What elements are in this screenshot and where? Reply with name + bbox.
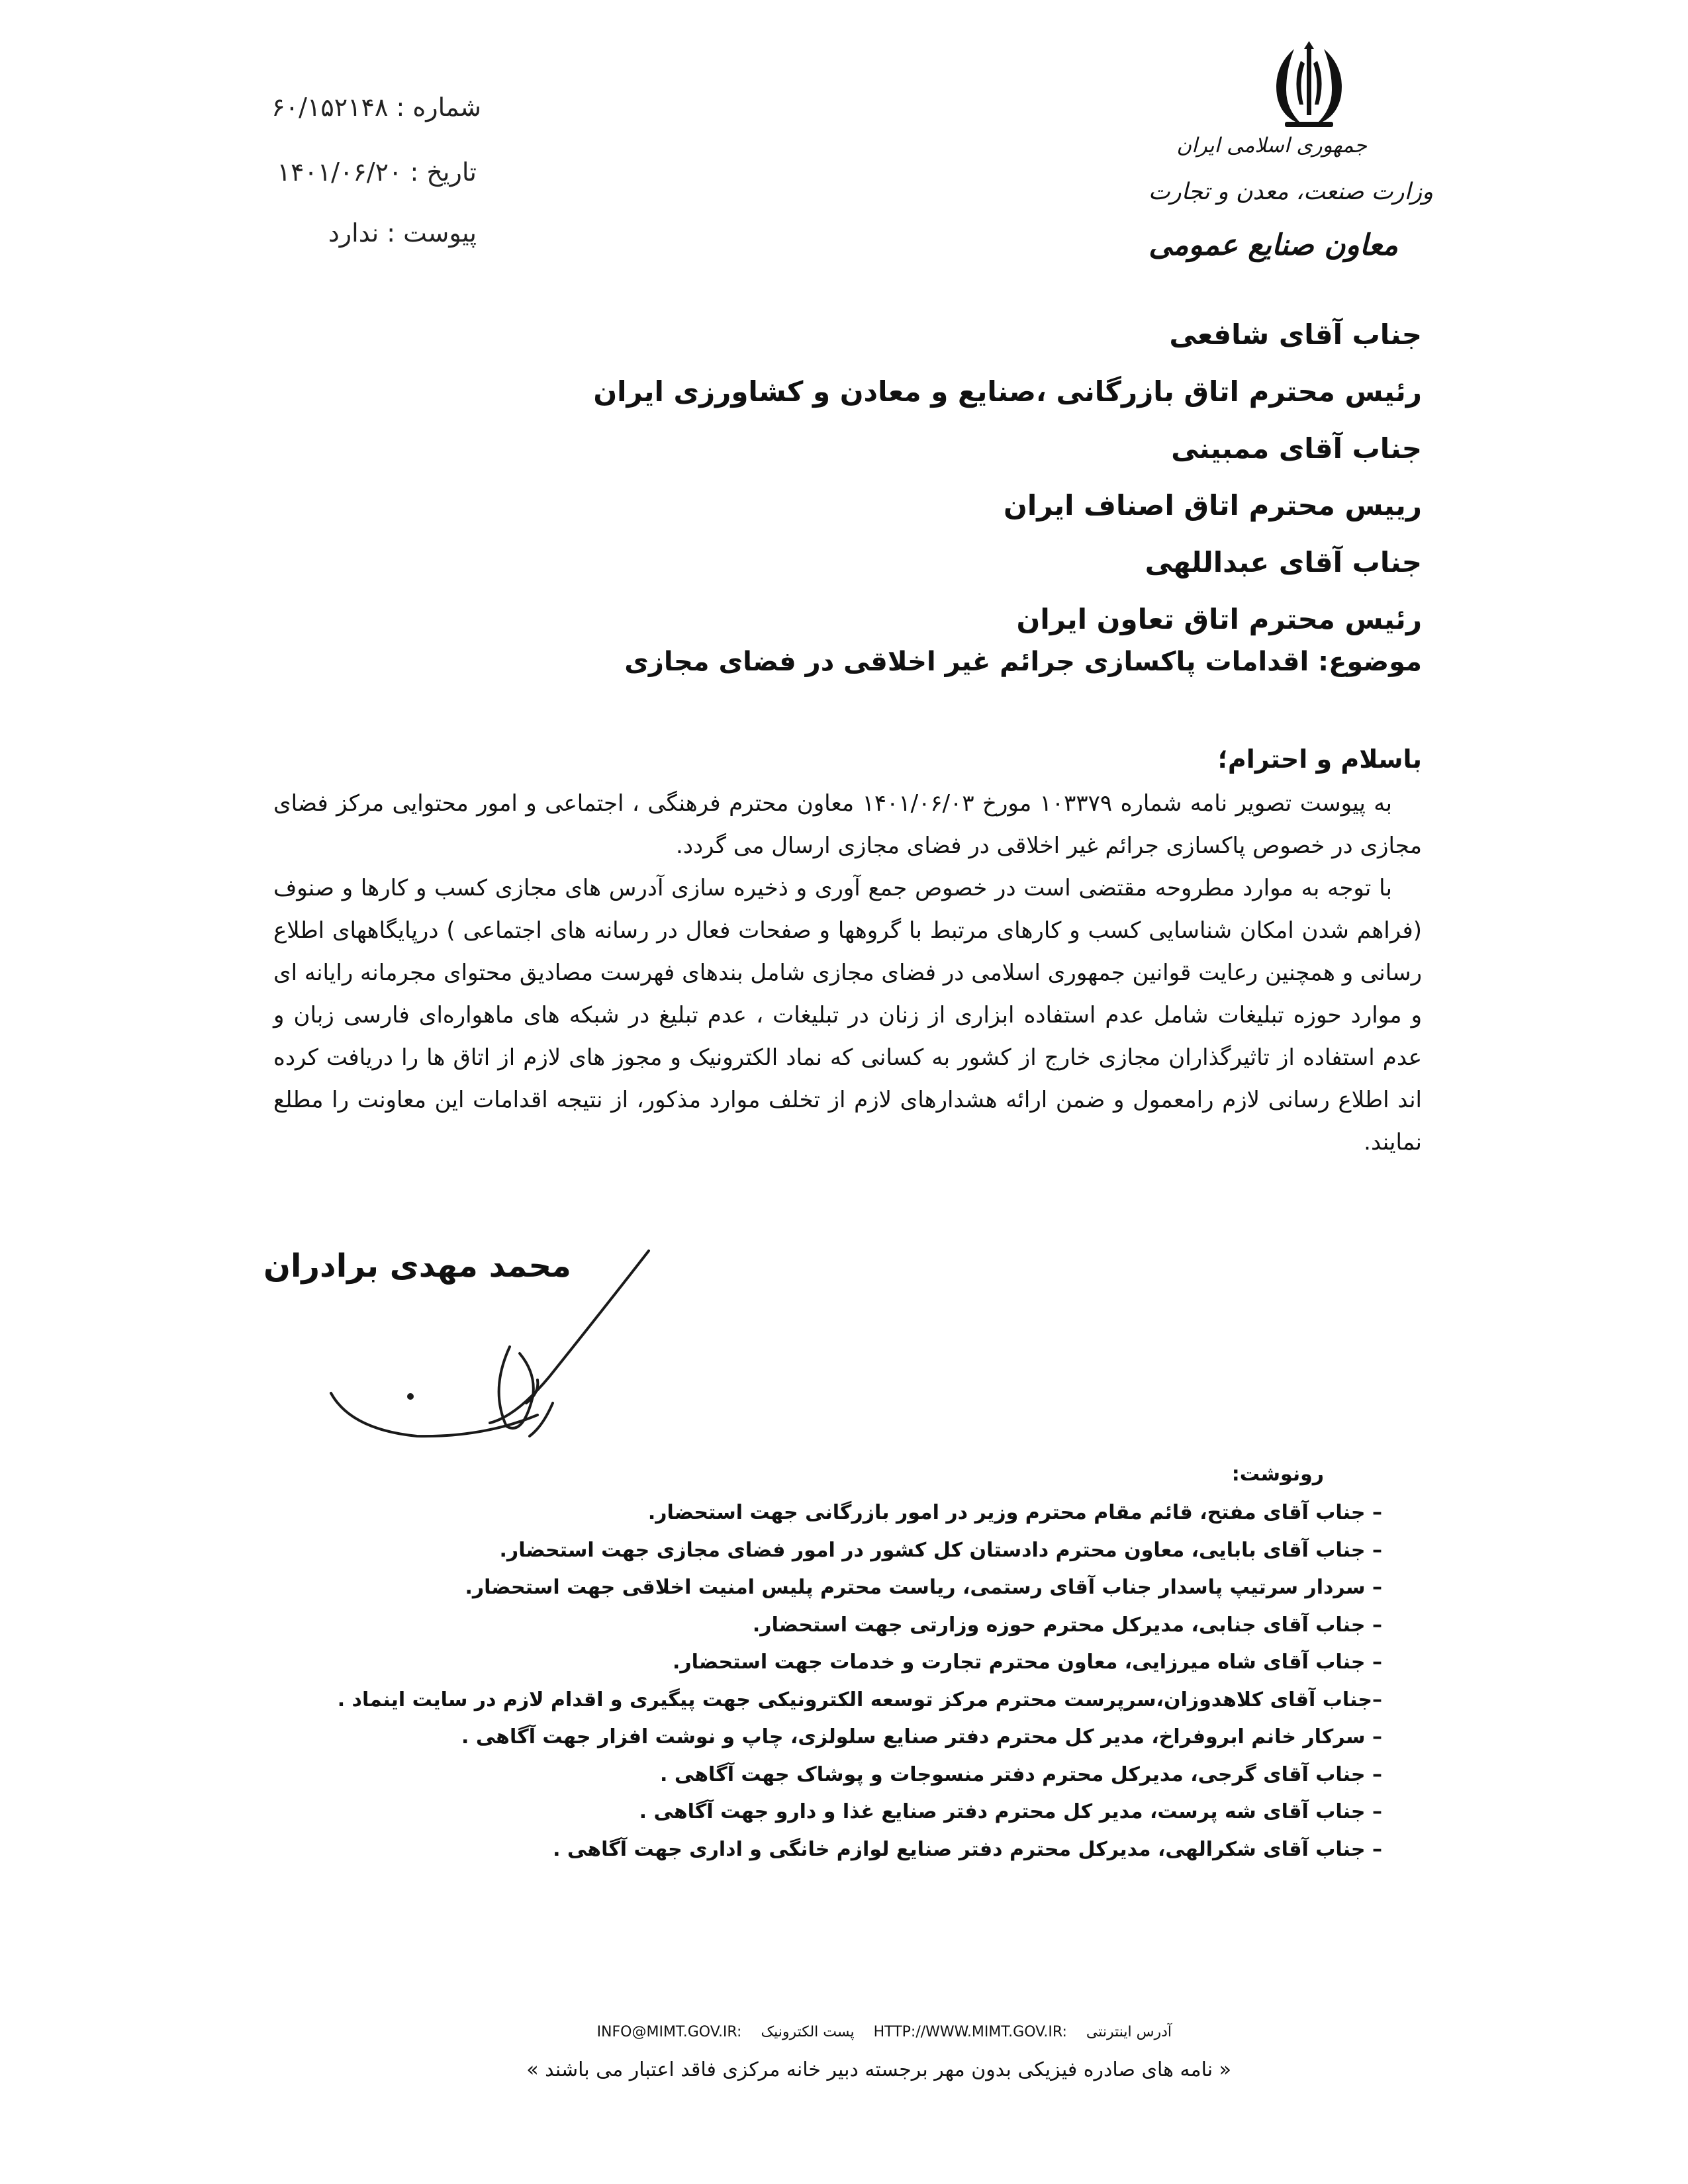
signer-name: محمد مهدی برادران (263, 1248, 571, 1285)
org-line-government: جمهوری اسلامی ایران (1176, 134, 1367, 158)
recipient-title: رئیس محترم اتاق بازرگانی ،صنایع و معادن و کشاورزی ایران (593, 375, 1422, 408)
cc-item: – جناب آقای گرجی، مدیرکل محترم دفتر منسوجات و پوشاک جهت آگاهی . (660, 1762, 1382, 1786)
cc-item: – جناب آقای شکرالهی، مدیرکل محترم دفتر صنایع لوازم خانگی و اداری جهت آگاهی . (553, 1837, 1382, 1861)
cc-item: – جناب آقای جنابی، مدیرکل محترم حوزه وزارتی جهت استحضار. (752, 1613, 1382, 1637)
body-paragraph: به پیوست تصویر نامه شماره ۱۰۳۳۷۹ مورخ ۱۴۰۱/۰۶/۰۳ معاون محترم فرهنگی ، اجتماعی و امور محتوایی مرکز فضای مجازی در خصوص پاکسازی جرائم غیر اخلاقی در فضای مجازی ارسال می گردد. (273, 790, 1422, 859)
recipient-name: جناب آقای عبداللهی (1145, 546, 1422, 578)
recipient-title: رئیس محترم اتاق تعاون ایران (1016, 603, 1422, 635)
iran-emblem-icon (1261, 41, 1357, 134)
cc-item: – جناب آقای شه پرست، مدیر کل محترم دفتر صنایع غذا و دارو جهت آگاهی . (639, 1800, 1382, 1823)
recipient-title: رییس محترم اتاق اصناف ایران (1004, 489, 1422, 522)
footer-email-label: پست الکترونیک (761, 2024, 855, 2040)
footer-note: « نامه های صادره فیزیکی بدون مهر برجسته دبیر خانه مرکزی فاقد اعتبار می باشند » (526, 2058, 1231, 2081)
footer-contact (583, 2024, 1172, 2040)
greeting: باسلام و احترام؛ (1217, 745, 1422, 774)
recipient-name: جناب آقای ممبینی (1171, 432, 1422, 465)
letter-number: شماره : ۶۰/۱۵۲۱۴۸ (271, 93, 481, 122)
recipient-name: جناب آقای شافعی (1169, 318, 1422, 351)
body-paragraph: با توجه به موارد مطروحه مقتضی است در خصوص جمع آوری و ذخیره سازی آدرس های مجازی کسب و کارها و صنوف (فراهم شدن امکان شناسایی کسب و کارهای مرتبط با گروهها و صفحات فعال در رسانه های اجتماعی ) درپایگاههای اطلاع رسانی و همچنین رعایت قوانین جمهوری اسلامی در فضای مجازی شامل بندهای فهرست مصادیق محتوای مجرمانه رایانه ای و موارد حوزه تبلیغات شامل عدم استفاده ابزاری از زنان در تبلیغات ، عدم تبلیغ در شبکه های ماهواره‌ای فارسی زبان و عدم استفاده از تاثیرگذاران مجازی خارج از کشور به کسانی که نماد الکترونیک و مجوز های لازم از اتاق ها را دریافت کرده اند اطلاع رسانی لازم رامعمول و ضمن ارائه هشدارهای لازم از تخلف موارد مذکور، از نتیجه اقدامات این معاونت را مطلع نمایند. (273, 875, 1422, 1156)
cc-list (338, 1494, 1382, 1868)
cc-item: – جناب آقای مفتح، قائم مقام محترم وزیر در امور بازرگانی جهت استحضار. (647, 1501, 1382, 1524)
cc-item: – جناب آقای بابایی، معاون محترم دادستان کل کشور در امور فضای مجازی جهت استحضار. (499, 1538, 1382, 1562)
letter-attachment: پیوست : ندارد (328, 218, 477, 248)
org-line-ministry: وزارت صنعت، معدن و تجارت (1148, 179, 1433, 205)
org-line-deputy: معاون صنایع عمومی (1149, 228, 1398, 262)
cc-item: –جناب آقای کلاهدوزان،سرپرست محترم مرکز توسعه الکترونیکی جهت پیگیری و اقدام لازم در سایت اینماد . (337, 1688, 1382, 1711)
cc-item: – جناب آقای شاه میرزایی، معاون محترم تجارت و خدمات جهت استحضار. (673, 1651, 1382, 1674)
cc-item: – سرکار خانم ابروفراخ، مدیر کل محترم دفتر صنایع سلولزی، چاپ و نوشت افزار جهت آگاهی . (461, 1725, 1382, 1749)
cc-item: – سردار سرتیپ پاسدار جناب آقای رستمی، ریاست محترم پلیس امنیت اخلاقی جهت استحضار. (465, 1576, 1382, 1599)
letter-body (273, 782, 1422, 1163)
cc-title: رونوشت: (1231, 1463, 1324, 1486)
letter-date: تاریخ : ۱۴۰۱/۰۶/۲۰ (277, 158, 477, 187)
letter-subject: موضوع: اقدامات پاکسازی جرائم غیر اخلاقی در فضای مجازی (624, 647, 1422, 677)
footer-web-label: آدرس اینترنتی (1086, 2024, 1172, 2040)
footer-web-value[interactable]: HTTP://WWW.MIMT.GOV.IR: (873, 2024, 1067, 2040)
footer-email-value[interactable]: INFO@MIMT.GOV.IR: (596, 2024, 742, 2040)
